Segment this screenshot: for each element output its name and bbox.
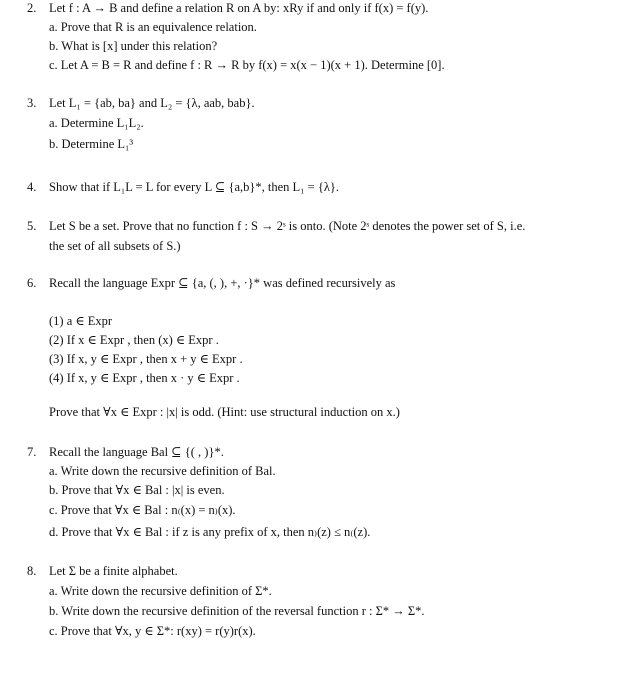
problem-4-statement: Show that if L₁L = L for every L ⊆ {a,b}*, then L₁ = {λ}. xyxy=(49,180,340,194)
problem-3-number: 3. xyxy=(27,96,37,110)
problem-6-statement: Recall the language Expr ⊆ {a, (, ), +, ·}* was defined recursively as xyxy=(49,276,396,290)
problem-7-part-c: c. Prove that ∀x ∈ Bal : n₍(x) = n₎(x). xyxy=(49,503,236,517)
problem-5-statement-line-1: Let S be a set. Prove that no function f : S → 2ˢ is onto. (Note 2ˢ denotes the power set of S, i.e. xyxy=(49,219,526,233)
problem-8-statement: Let Σ be a finite alphabet. xyxy=(49,564,178,578)
problem-5-number: 5. xyxy=(27,219,37,233)
problem-5-statement-line-2: the set of all subsets of S.) xyxy=(49,239,181,253)
problem-7-number: 7. xyxy=(27,445,37,459)
problem-8-part-b: b. Write down the recursive definition of the reversal function r : Σ* → Σ*. xyxy=(49,604,425,618)
expr-rule-1: (1) a ∈ Expr xyxy=(49,314,113,328)
expr-rule-4: (4) If x, y ∈ Expr , then x · y ∈ Expr . xyxy=(49,371,240,385)
problem-2-statement: Let f : A → B and define a relation R on A by: xRy if and only if f(x) = f(y). xyxy=(49,1,429,15)
problem-7-part-b: b. Prove that ∀x ∈ Bal : |x| is even. xyxy=(49,483,225,497)
problem-6-number: 6. xyxy=(27,276,37,290)
problem-7-part-a: a. Write down the recursive definition of Bal. xyxy=(49,464,276,478)
problem-7-statement: Recall the language Bal ⊆ {( , )}*. xyxy=(49,445,224,459)
problem-8-part-c: c. Prove that ∀x, y ∈ Σ*: r(xy) = r(y)r(x). xyxy=(49,624,256,638)
problem-2-part-a: a. Prove that R is an equivalence relation. xyxy=(49,20,257,34)
problem-6-task: Prove that ∀x ∈ Expr : |x| is odd. (Hint: use structural induction on x.) xyxy=(49,405,400,419)
expr-rule-3: (3) If x, y ∈ Expr , then x + y ∈ Expr . xyxy=(49,352,243,366)
problem-2-part-b: b. What is [x] under this relation? xyxy=(49,39,218,53)
problem-2-part-c: c. Let A = B = R and define f : R → R by f(x) = x(x − 1)(x + 1). Determine [0]. xyxy=(49,58,445,72)
problem-2-number: 2. xyxy=(27,1,37,15)
expr-rule-2: (2) If x ∈ Expr , then (x) ∈ Expr . xyxy=(49,333,219,347)
problem-8-part-a: a. Write down the recursive definition of Σ*. xyxy=(49,584,272,598)
problem-8-number: 8. xyxy=(27,564,37,578)
problem-3-part-b: b. Determine L₁³ xyxy=(49,137,134,151)
problem-4-number: 4. xyxy=(27,180,37,194)
problem-3-statement: Let L₁ = {ab, ba} and L₂ = {λ, aab, bab}. xyxy=(49,96,255,110)
problem-3-part-a: a. Determine L₁L₂. xyxy=(49,116,144,130)
problem-7-part-d: d. Prove that ∀x ∈ Bal : if z is any prefix of x, then n₎(z) ≤ n₍(z). xyxy=(49,525,371,539)
